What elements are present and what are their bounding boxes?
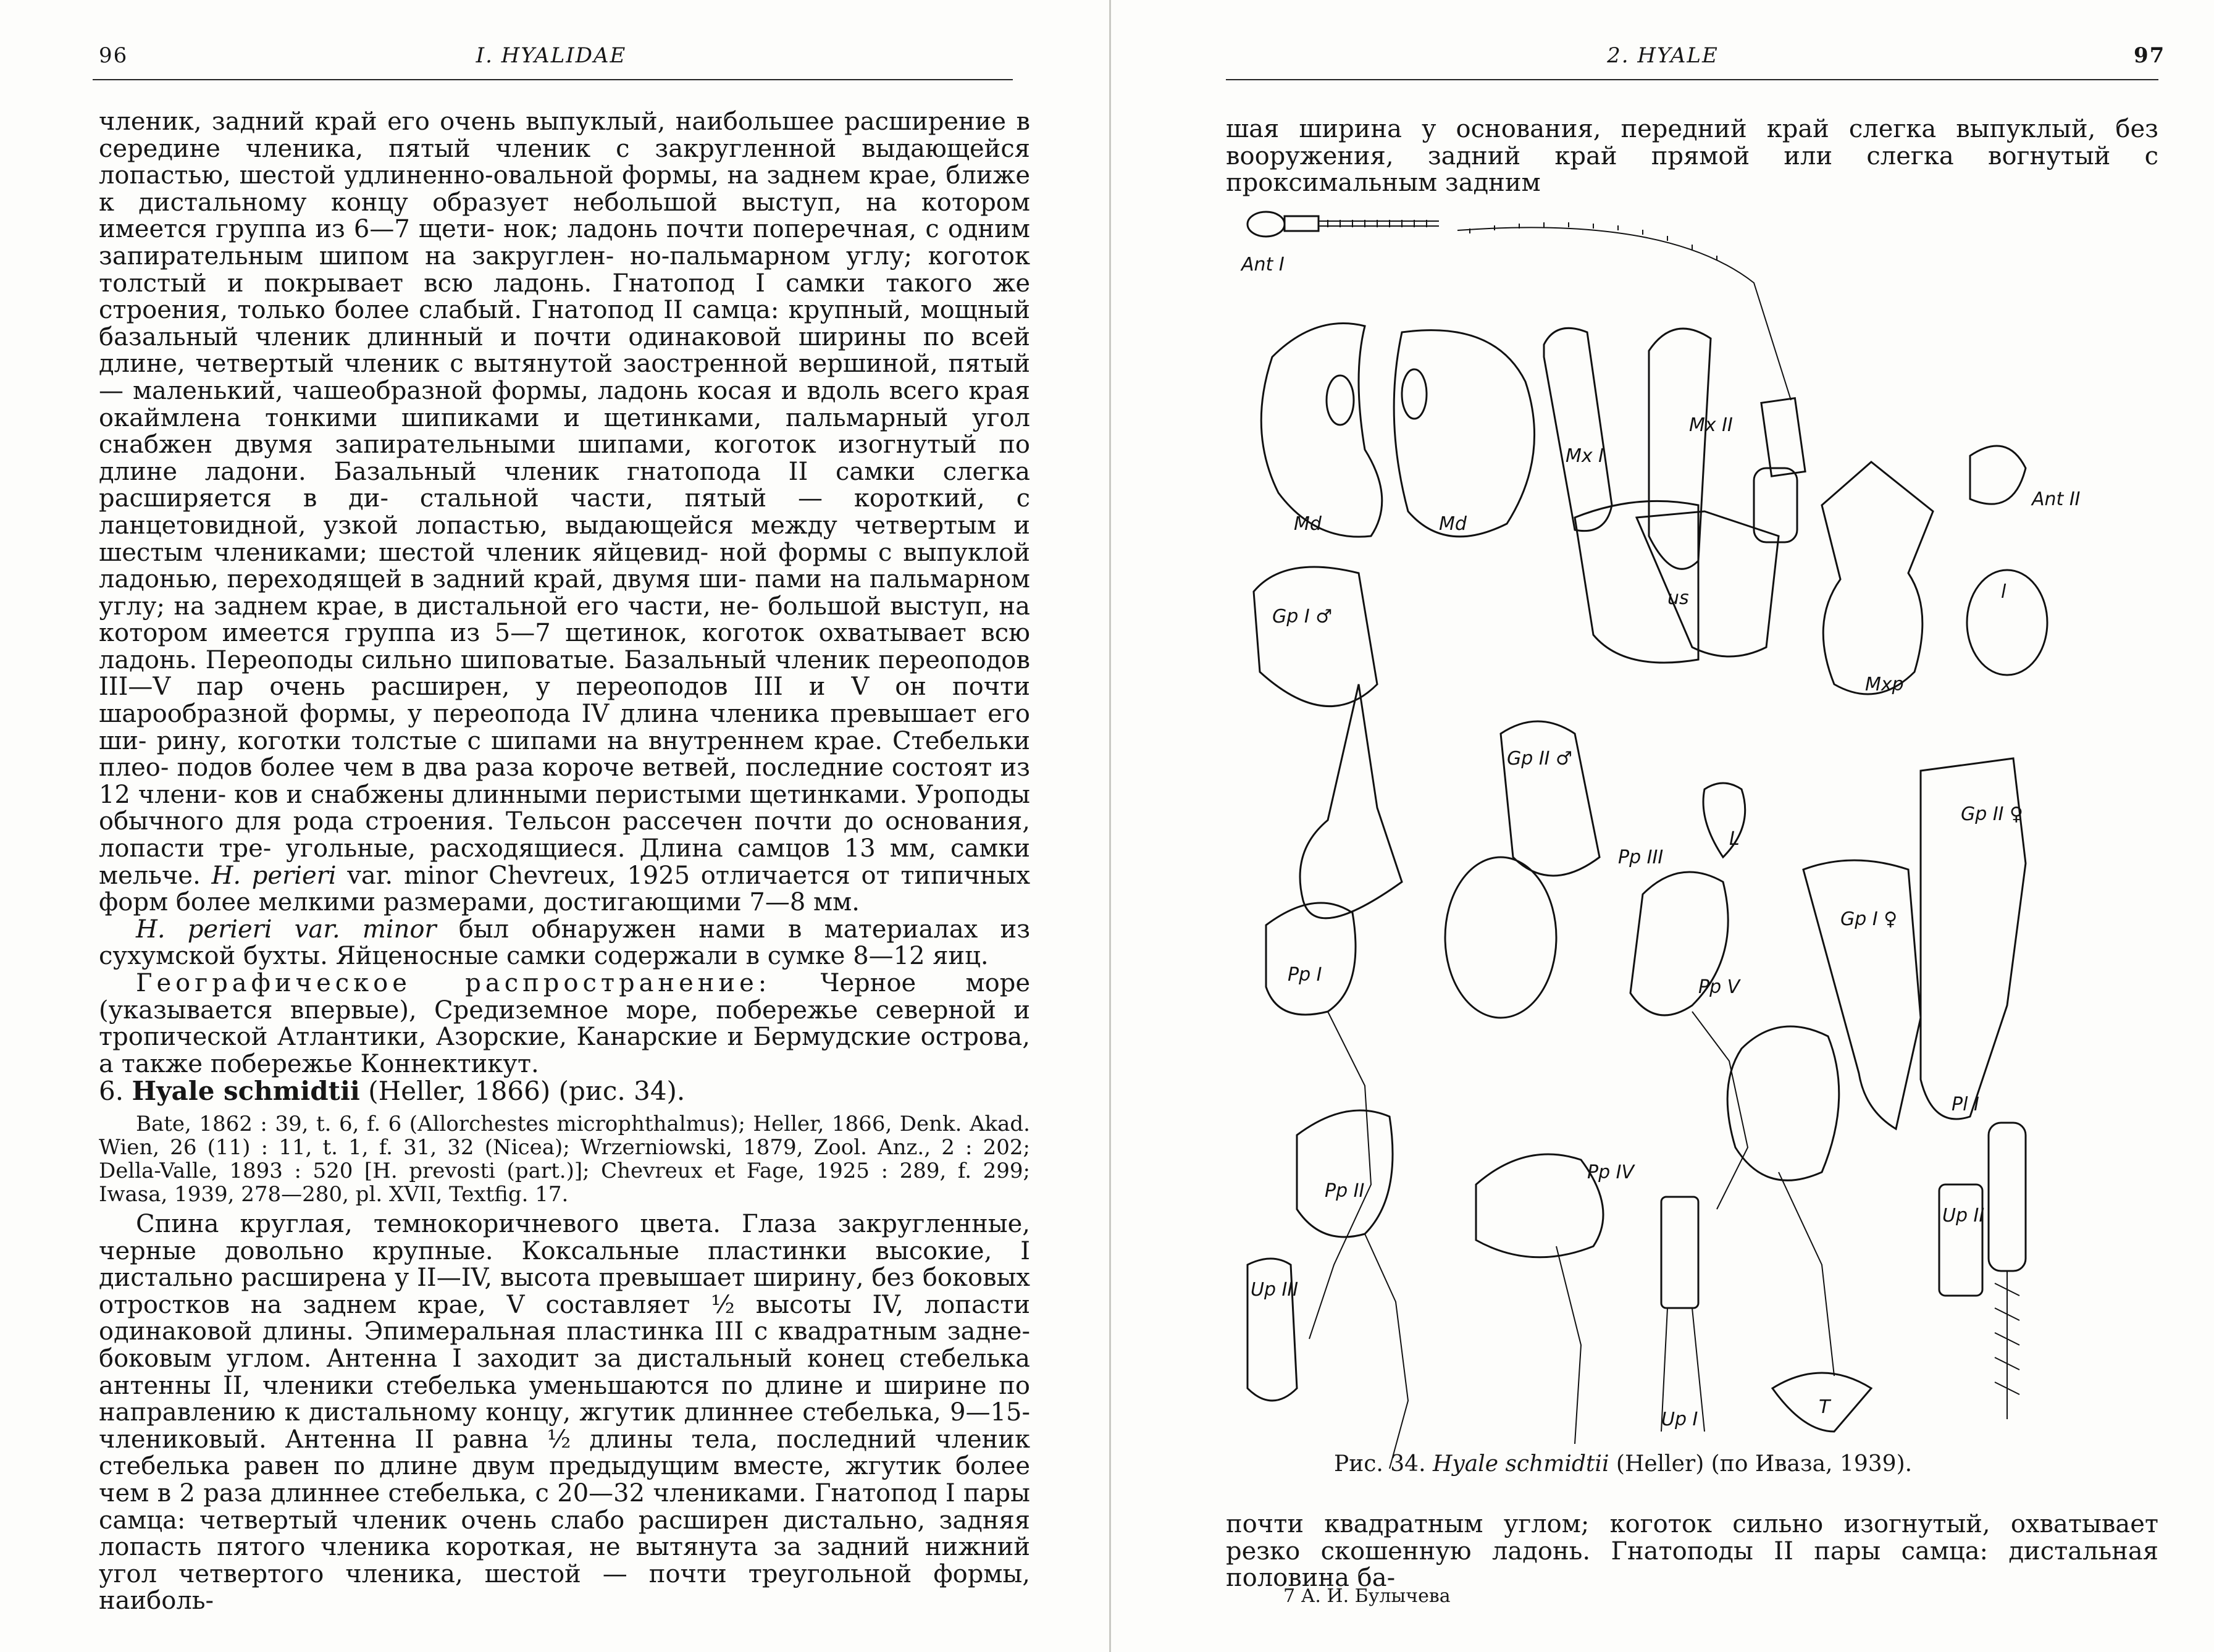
svg-text:T: T [1819, 1396, 1830, 1418]
paragraph-morphology: Спина круглая, темнокоричневого цвета. Глаза закругленные, черные довольно крупные. Коксальные пластинки высокие, I дистально расширена у II—IV, высота превышает ширину, без боковых отростков на заднем крае, V составляет ½ высоты IV, лопасти одинаковой длины. Эпимеральная пластинка III с квадратным задне-боковым углом. Антенна I заходит за дистальный конец стебелька антенны II, членики стебелька уменьшаются по длине и ширине по направлению к дистальному концу, жгутик длиннее стебелька, 9—15-члениковый. Антенна II равна ½ длины тела, последний членик стебелька равен по длине двум предыдущим вместе, жгутик более чем в 2 раза длиннее стебелька, с 20—32 члениками. Гнатопод I пары самца: четвертый членик очень слабо расширен дистально, задняя лопасть пятого членика короткая, не вытянута за задний нижний угол четвертого членика, шестой — почти треугольной формы, наиболь- [99, 1209, 1030, 1616]
pereopod-drawings [1266, 847, 1839, 1469]
header-rule [1226, 79, 2158, 80]
figure-caption: Рис. 34. Hyale schmidtii (Heller) (по Иваза, 1939). [1334, 1451, 1913, 1477]
mandible-drawings [1261, 324, 1534, 537]
svg-text:L: L [1729, 828, 1740, 850]
svg-text:Pp I: Pp I [1288, 964, 1322, 986]
svg-text:Md: Md [1439, 513, 1467, 535]
svg-text:Up III: Up III [1251, 1279, 1299, 1301]
svg-text:Gp I ♀: Gp I ♀ [1840, 908, 1898, 930]
urosome-drawing [1575, 501, 1779, 663]
paragraph-distribution: Географическое распространение: Черное море (указывается впервые), Средиземное море, побережье северной и тропической Атлантики, Азорские, Канарские и Бермудские острова, а также побережье Коннектикут. [99, 969, 1031, 1078]
book-gutter [1109, 0, 1111, 1652]
left-body-text [99, 109, 1030, 1615]
figure-34-drawings [1235, 196, 2081, 1441]
paragraph-finding: H. perieri var. minor был обнаружен нами в материалах из сухумской бухты. Яйценосные самки содержали в сумке 8—12 яиц. [99, 915, 1031, 971]
right-top-text: шая ширина у основания, передний край слегка выпуклый, без вооружения, задний край прямой или слегка вогнутый с проксимальным задним [1226, 115, 2158, 198]
svg-text:Md: Md [1294, 513, 1322, 535]
svg-text:Up I: Up I [1661, 1409, 1698, 1430]
species-name: Hyale schmidtii [132, 1076, 360, 1107]
maxilla-drawings [1544, 328, 1733, 569]
synonymy-list: Bate, 1862 : 39, t. 6, f. 6 (Allorchestes microphthalmus); Heller, 1866, Denk. Akad. Wien, 26 (11) : 11, t. 1, f. 31, 32 (Nicea); Wrzerniowski, 1879, Zool. Anz., 2 : 202; Della-Valle, 1893 : 520 [H. prevosti (part.)]; Chevreux et Fage, 1925 : 289, f. 299; Iwasa, 1939, 278—280, pl. XVII, Textfig. 17. [99, 1111, 1030, 1207]
svg-text:Gp II ♀: Gp II ♀ [1961, 803, 2024, 825]
svg-text:Mx I: Mx I [1566, 445, 1604, 467]
running-head: I. HYALIDAE [476, 43, 627, 68]
page-number: 96 [99, 43, 128, 68]
right-page [1112, 0, 2214, 1652]
species-ref: H. perieri [211, 861, 337, 890]
svg-text:l: l [2001, 581, 2006, 603]
species-heading: 6. Hyale schmidtii (Heller, 1866) (рис. 34). [99, 1076, 686, 1107]
svg-text:Mx II: Mx II [1689, 414, 1733, 436]
svg-text:Pp II: Pp II [1325, 1180, 1365, 1202]
running-head: 2. HYALE [1607, 43, 1719, 68]
svg-text:Mxp: Mxp [1865, 674, 1904, 695]
distribution-label: Географическое распространение: [136, 969, 771, 997]
antenna-ii-drawing [1457, 222, 2081, 542]
paragraph-description: членик, задний край его очень выпуклый, наибольшее расширение в середине членика, пятый членик с закругленной выдающейся лопастью, шестой удлиненно-овальной формы, на заднем крае, ближе к дистальному концу образует небольшой выступ, на котором имеется группа из 6—7 щети- нок; ладонь почти поперечная, с одним запирательным шипом на закруглен- но-пальмарном углу; коготок толстый и покрывает всю ладонь. Гнатопод I самки такого же строения, только более слабый. Гнатопод II самца: крупный, мощный базальный членик длинный и почти одинаковой ширины по всей длине, четвертый членик с вытянутой заостренной вершиной, пятый — маленький, чашеобразной формы, ладонь косая и вдоль всего края окаймлена тонкими шипиками и щетинками, пальмарный угол снабжен двумя запирательными шипами, коготок изогнутый по длине ладони. Базальный членик гнатопода II самки слегка расширяется в ди- стальной части, пятый — короткий, с ланцетовидной, узкой лопастью, выдающейся между четвертым и шестым члениками; шестой членик яйцевид- ной формы с выпуклой ладонью, переходящей в задний край, двумя ши- пами на пальмарном углу; на заднем крае, в дистальной его части, не- большой выступ, на котором имеется группа из 5—7 щетинок, коготок охватывает всю ладонь. Переоподы сильно шиповатые. Базальный членик переоподов III—V пар очень расширен, у переоподов III и V он почти шарообразной формы, у переопода IV длина членика превышает его ши- рину, коготки толстые с шипами на внутреннем крае. Стебельки плео- подов более чем в два раза короче ветвей, последние состоят из 12 члени- ков и снабжены длинными перистыми щетинками. Уроподы обычного для рода строения. Тельсон рассечен почти до основания, лопасти тре- угольные, расходящиеся. Длина самцов 13 мм, самки мельче. H. perieri var. minor Chevreux, 1925 отличается от типичных форм более мелкими размерами, достигающими 7—8 мм. [99, 107, 1031, 917]
pleopod-uropod-drawings [1247, 1094, 2026, 1432]
svg-text:Gp I ♂: Gp I ♂ [1272, 606, 1333, 627]
page-number: 97 [2134, 43, 2166, 68]
right-bottom-text: почти квадратным углом; коготок сильно изогнутый, охватывает резко скошенную ладонь. Гнатоподы II пары самца: дистальная половина ба- [1226, 1510, 2158, 1593]
svg-text:Ant II: Ant II [2032, 488, 2081, 510]
svg-text:Up II: Up II [1942, 1205, 1985, 1226]
header-rule [93, 79, 1013, 80]
left-page [0, 0, 1102, 1652]
svg-text:Gp II ♂: Gp II ♂ [1507, 748, 1572, 769]
maxilliped-drawing [1822, 462, 2047, 695]
svg-text:Pp IV: Pp IV [1587, 1162, 1635, 1183]
printer-signature: 7 А. И. Булычева [1283, 1585, 1451, 1607]
svg-text:Pp III: Pp III [1618, 847, 1664, 868]
svg-text:Pl I: Pl I [1952, 1094, 1979, 1115]
svg-text:Pp V: Pp V [1698, 976, 1740, 998]
svg-text:us: us [1667, 587, 1689, 609]
svg-text:Ant I: Ant I [1241, 254, 1285, 275]
antenna-i-drawing [1240, 212, 1439, 275]
